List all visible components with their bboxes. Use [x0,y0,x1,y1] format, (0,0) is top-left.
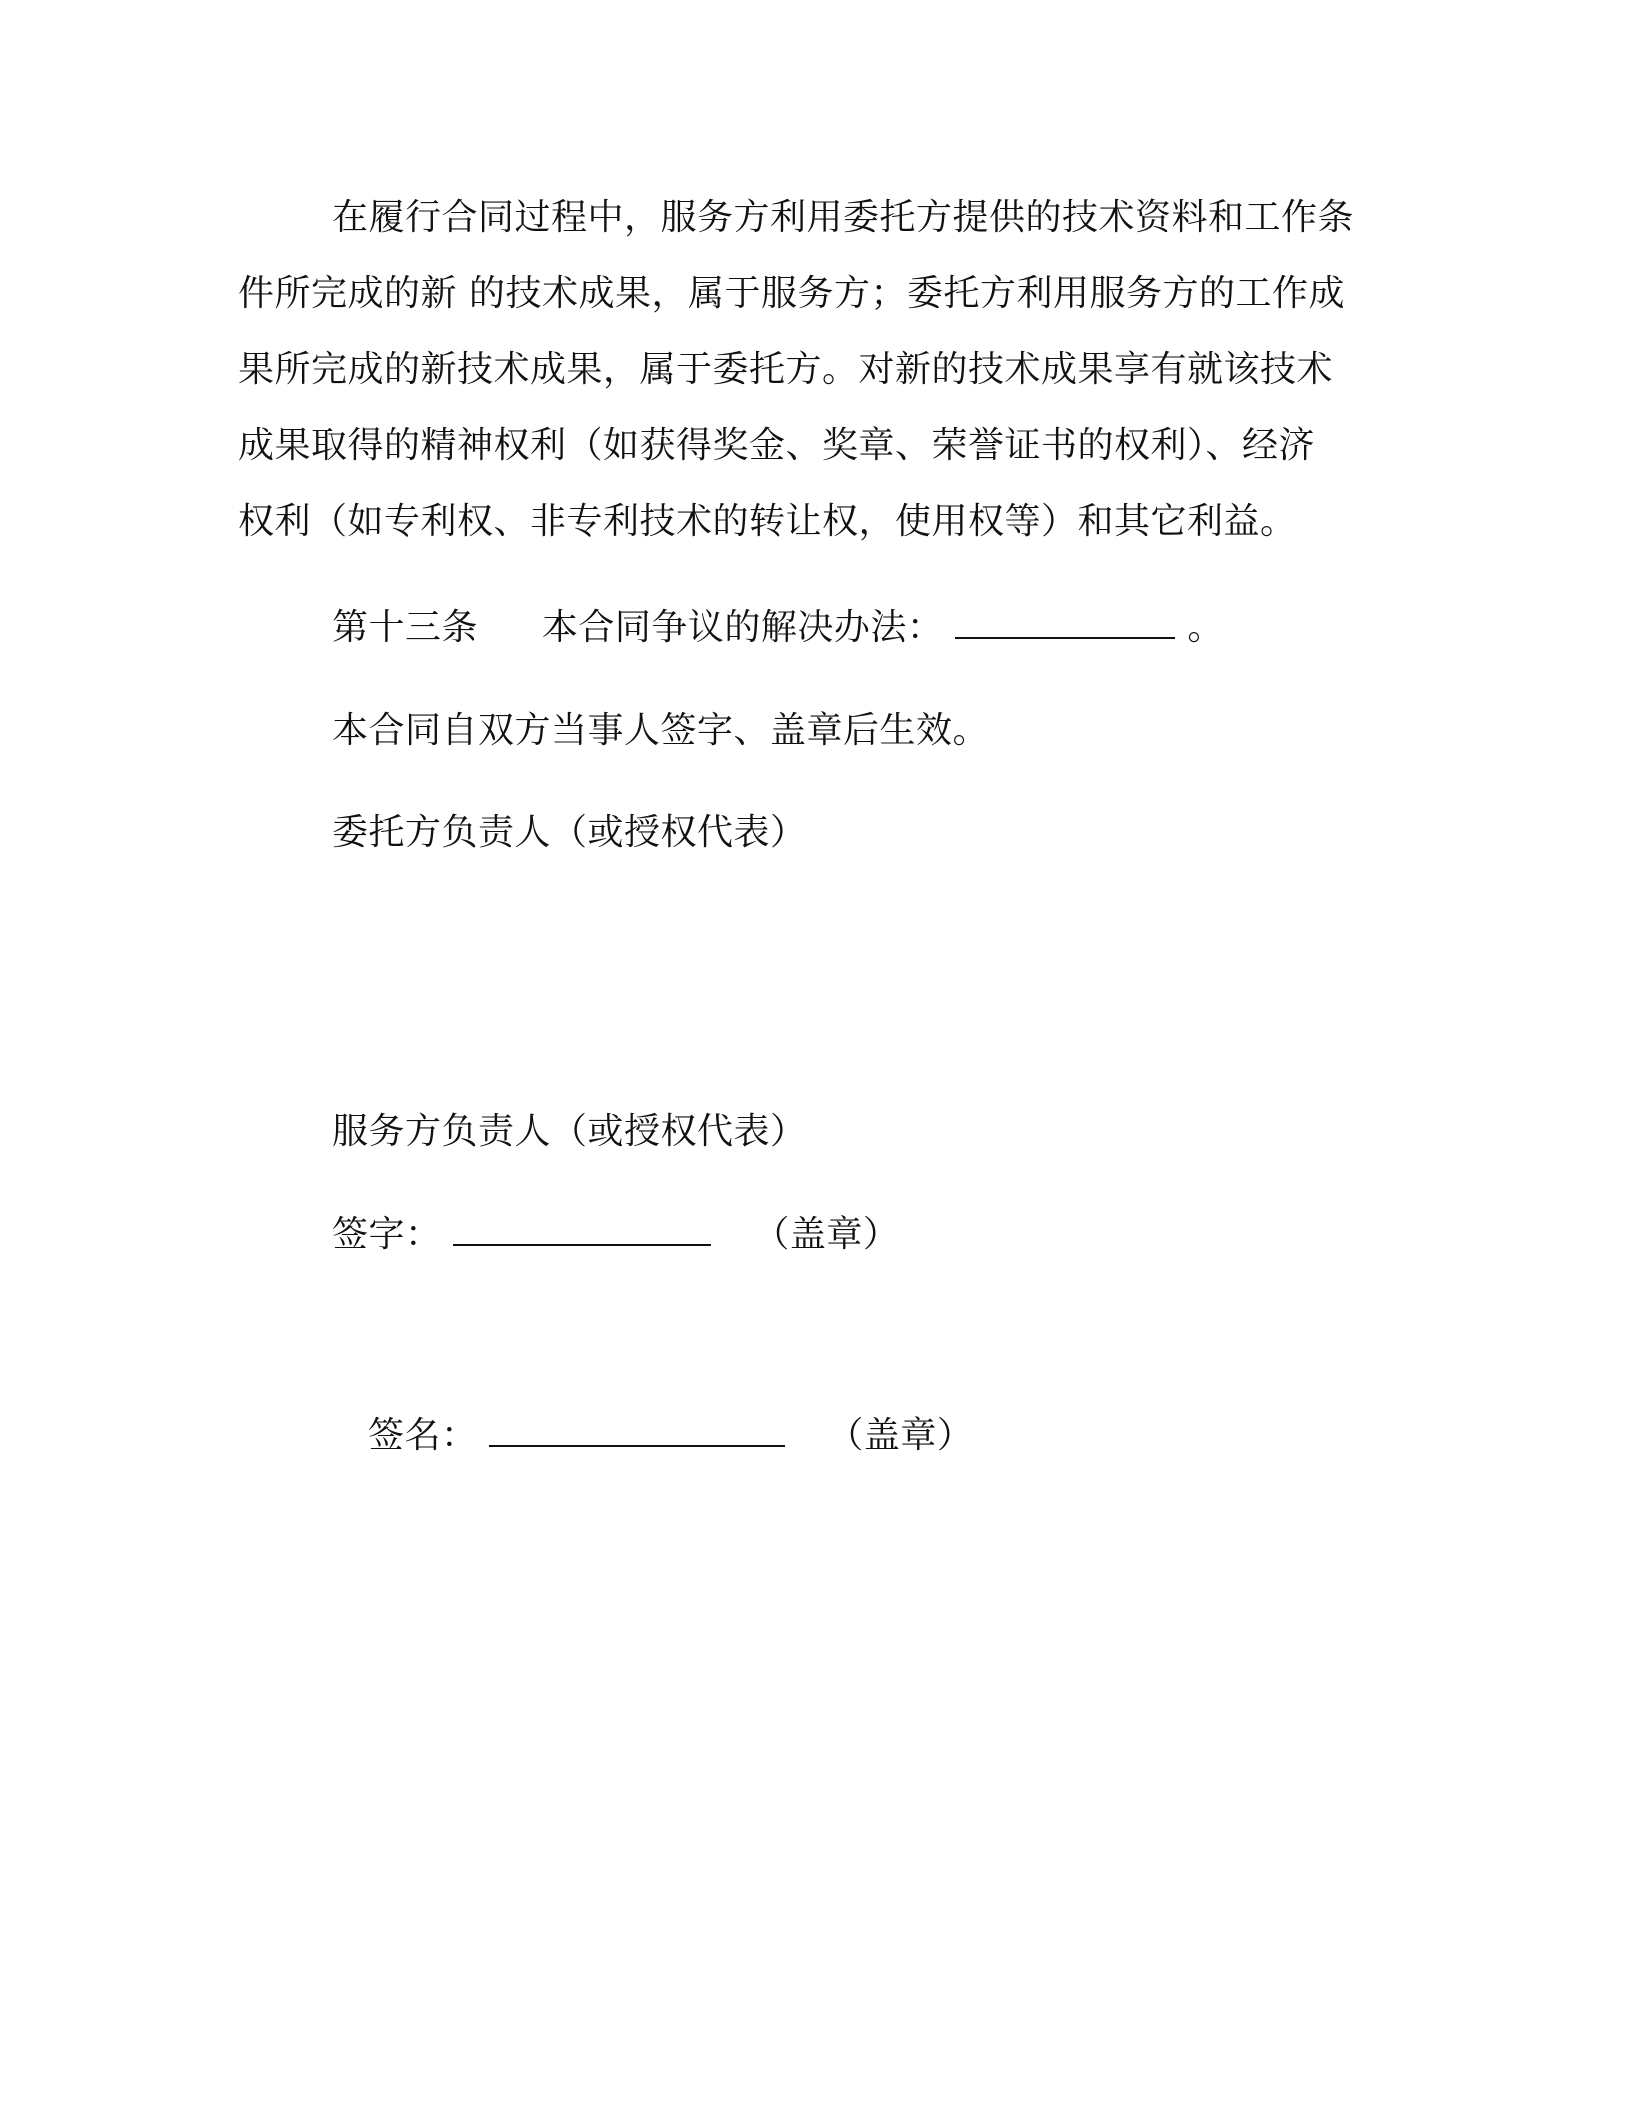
service-rep-label: 服务方负责人（或授权代表） [332,1111,807,1152]
signature-1-blank[interactable] [453,1210,711,1246]
signature-1-label: 签字： [332,1214,442,1255]
article-13-label: 第十三条 [332,607,479,648]
signature-row-1 [332,1210,899,1259]
paragraph-line-3: 果所完成的新技术成果，属于委托方。对新的技术成果享有就该技术 [238,349,1334,390]
paragraph-line-2: 件所完成的新 的技术成果，属于服务方；委托方利用服务方的工作成 [238,273,1345,314]
signature-row-2 [368,1411,973,1460]
client-rep-label: 委托方负责人（或授权代表） [332,812,807,853]
effective-clause: 本合同自双方当事人签字、盖章后生效。 [332,710,990,751]
article-13-end: 。 [1187,607,1224,648]
signature-2-label: 签名： [368,1415,478,1456]
article-13 [332,603,1224,652]
paragraph-line-5: 权利（如专利权、非专利技术的转让权，使用权等）和其它利益。 [238,501,1297,542]
paragraph-line-4: 成果取得的精神权利（如获得奖金、奖章、荣誉证书的权利）、经济 [238,425,1316,466]
article-13-text: 本合同争议的解决办法： [541,607,944,648]
dispute-resolution-blank[interactable] [955,603,1175,639]
paragraph-line-1: 在履行合同过程中，服务方利用委托方提供的技术资料和工作条 [332,197,1355,238]
signature-1-stamp: （盖章） [753,1214,900,1255]
signature-2-blank[interactable] [489,1411,785,1447]
signature-2-stamp: （盖章） [827,1415,974,1456]
